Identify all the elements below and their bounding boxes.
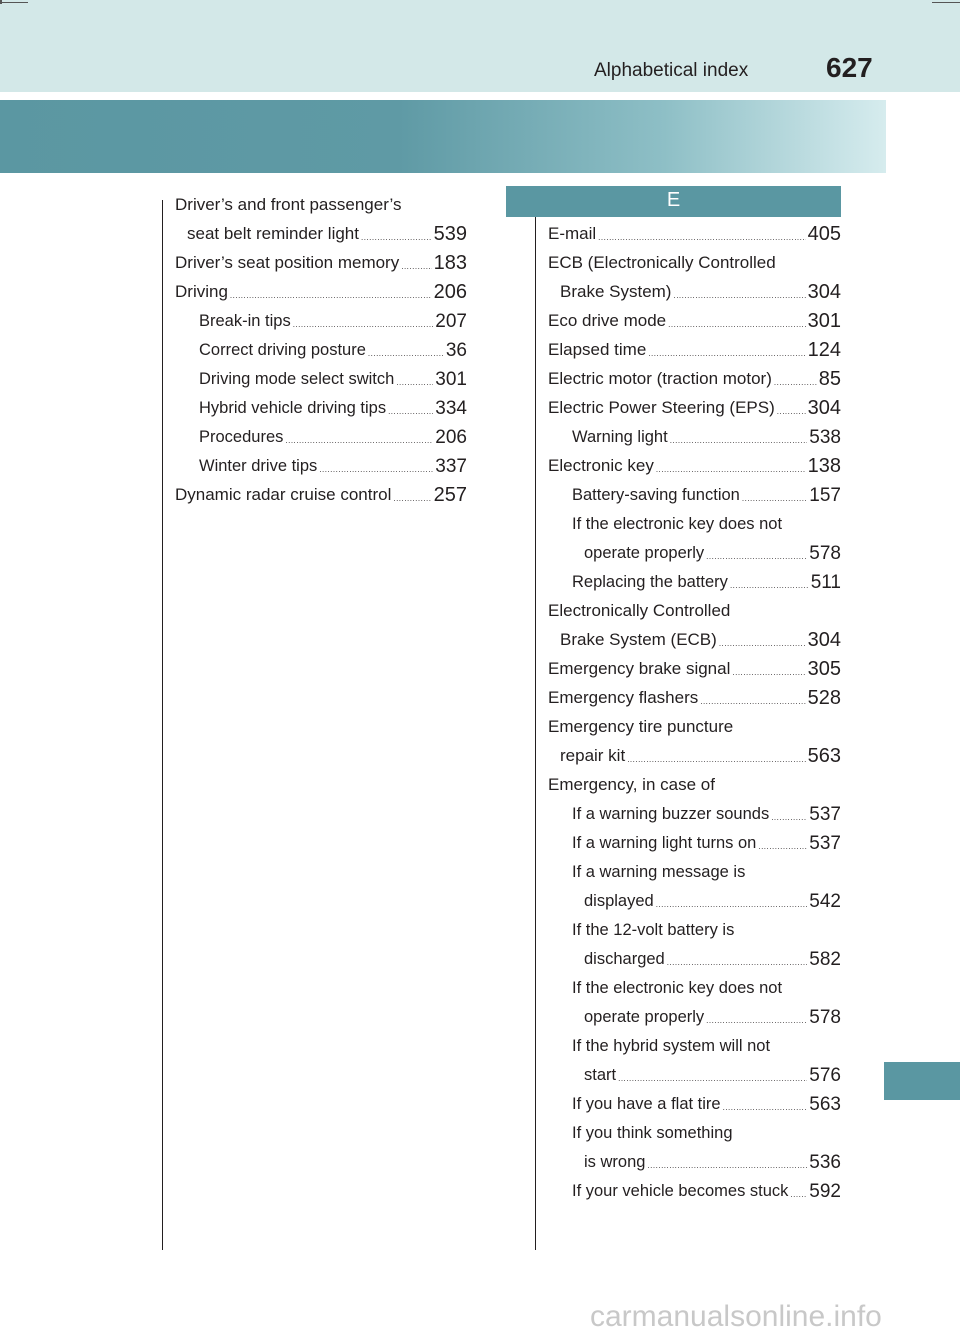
index-entry-term: Driver’s and front passenger’s xyxy=(175,195,402,214)
dot-leader xyxy=(598,233,805,247)
index-entry xyxy=(548,972,841,1001)
index-entry-term: Emergency tire puncture xyxy=(548,717,734,736)
index-entry-page[interactable]: 157 xyxy=(809,485,841,506)
index-entry[interactable] xyxy=(548,334,841,363)
index-entry-term: Driving mode select switch xyxy=(199,370,395,388)
index-entry[interactable] xyxy=(548,1059,841,1088)
index-entry-term: Electronic key xyxy=(548,456,654,475)
index-entry-page[interactable]: 537 xyxy=(809,804,841,825)
index-entry-page[interactable]: 511 xyxy=(810,572,841,593)
index-entry-term: Brake System) xyxy=(560,282,672,301)
dot-leader xyxy=(648,349,805,363)
dot-leader xyxy=(401,262,431,276)
dot-leader xyxy=(647,1161,807,1175)
index-entry xyxy=(548,769,841,798)
index-entry-term: Emergency flashers xyxy=(548,688,699,707)
index-entry-page[interactable]: 578 xyxy=(809,543,841,564)
index-entry-page[interactable]: 304 xyxy=(807,397,841,419)
index-entry[interactable] xyxy=(175,247,467,276)
index-entry[interactable] xyxy=(548,1175,841,1204)
index-entry[interactable] xyxy=(548,479,841,508)
index-column-left xyxy=(175,189,467,508)
dot-leader xyxy=(706,1016,807,1030)
dot-leader xyxy=(771,813,807,827)
index-entry-term: Elapsed time xyxy=(548,340,647,359)
index-entry[interactable] xyxy=(548,1001,841,1030)
index-entry[interactable] xyxy=(175,334,467,363)
index-entry[interactable] xyxy=(175,218,467,247)
dot-leader xyxy=(319,465,433,479)
dot-leader xyxy=(656,900,808,914)
index-entry-term: Brake System (ECB) xyxy=(560,630,717,649)
index-entry-term: seat belt reminder light xyxy=(187,224,359,243)
dot-leader xyxy=(656,465,806,479)
header-band xyxy=(0,0,960,92)
index-entry-page[interactable]: 301 xyxy=(807,310,841,332)
index-entry[interactable] xyxy=(548,537,841,566)
index-column-right xyxy=(548,218,841,1204)
index-entry-page[interactable]: 563 xyxy=(809,1094,841,1115)
index-entry-term: is wrong xyxy=(584,1153,646,1171)
index-entry[interactable] xyxy=(175,450,467,479)
index-entry-term: Emergency, in case of xyxy=(548,775,715,794)
dot-leader xyxy=(393,494,431,508)
dot-leader xyxy=(700,697,805,711)
dot-leader xyxy=(732,668,805,682)
index-entry[interactable] xyxy=(548,566,841,595)
index-entry[interactable] xyxy=(548,276,841,305)
index-entry xyxy=(548,914,841,943)
dot-leader xyxy=(627,755,805,769)
index-entry-page[interactable]: 528 xyxy=(807,687,841,709)
index-entry[interactable] xyxy=(548,885,841,914)
index-entry[interactable] xyxy=(548,363,841,392)
index-entry-term: Procedures xyxy=(199,428,284,446)
index-entry-page[interactable]: 542 xyxy=(809,891,841,912)
dot-leader xyxy=(668,320,806,334)
index-entry-term: Eco drive mode xyxy=(548,311,667,330)
index-entry-term: Hybrid vehicle driving tips xyxy=(199,399,387,417)
index-entry-page[interactable]: 592 xyxy=(809,1181,841,1202)
index-entry-term: If the electronic key does not xyxy=(572,515,783,533)
index-entry-term: If the 12-volt battery is xyxy=(572,921,735,939)
dot-leader xyxy=(673,291,805,305)
index-entry-term: Driver’s seat position memory xyxy=(175,253,400,272)
index-entry xyxy=(548,595,841,624)
index-entry-term: If a warning buzzer sounds xyxy=(572,805,770,823)
index-entry-term: Dynamic radar cruise control xyxy=(175,485,392,504)
index-entry xyxy=(175,189,467,218)
dot-leader xyxy=(293,320,434,334)
index-entry-term: Battery-saving function xyxy=(572,486,740,504)
index-entry xyxy=(548,247,841,276)
dot-leader xyxy=(723,1103,808,1117)
index-entry-page[interactable]: 576 xyxy=(809,1065,841,1086)
index-entry[interactable] xyxy=(175,305,467,334)
index-entry-term: Driving xyxy=(175,282,228,301)
dot-leader xyxy=(730,581,809,595)
index-entry[interactable] xyxy=(548,450,841,479)
index-entry-term: displayed xyxy=(584,892,654,910)
index-entry-term: Winter drive tips xyxy=(199,457,318,475)
index-entry xyxy=(548,508,841,537)
index-entry-term: If you think something xyxy=(572,1124,733,1142)
index-entry[interactable] xyxy=(175,479,467,508)
index-entry[interactable] xyxy=(175,276,467,305)
index-entry[interactable] xyxy=(548,421,841,450)
index-entry[interactable] xyxy=(548,1088,841,1117)
index-entry-page[interactable]: 207 xyxy=(435,311,467,332)
index-entry xyxy=(548,1117,841,1146)
dot-leader xyxy=(719,639,806,653)
dot-leader xyxy=(706,552,807,566)
index-entry[interactable] xyxy=(548,218,841,247)
index-entry-term: repair kit xyxy=(560,746,626,765)
index-entry-page[interactable]: 36 xyxy=(445,340,467,361)
dot-leader xyxy=(230,291,432,305)
index-entry[interactable] xyxy=(175,392,467,421)
index-entry[interactable] xyxy=(548,943,841,972)
column-divider-right xyxy=(535,217,536,1250)
index-entry[interactable] xyxy=(548,392,841,421)
index-entry-page[interactable]: 85 xyxy=(818,368,841,390)
index-entry-term: Emergency brake signal xyxy=(548,659,731,678)
index-entry-page[interactable]: 301 xyxy=(435,369,467,390)
column-divider-left xyxy=(162,200,163,1250)
section-letter-header: E xyxy=(506,186,841,217)
index-entry[interactable] xyxy=(548,653,841,682)
dot-leader xyxy=(774,378,817,392)
index-entry-term: discharged xyxy=(584,950,665,968)
page-number: 627 xyxy=(826,52,873,83)
index-entry-page[interactable]: 539 xyxy=(433,223,467,245)
crop-mark-right xyxy=(932,2,960,3)
dot-leader xyxy=(618,1074,807,1088)
index-entry-page[interactable]: 124 xyxy=(807,339,841,361)
index-entry-page[interactable]: 304 xyxy=(807,629,841,651)
index-entry-page[interactable]: 578 xyxy=(809,1007,841,1028)
index-entry xyxy=(548,711,841,740)
dot-leader xyxy=(667,958,808,972)
index-entry-page[interactable]: 563 xyxy=(807,745,841,767)
dot-leader xyxy=(368,349,444,363)
index-entry-term: If the electronic key does not xyxy=(572,979,783,997)
index-entry-page[interactable]: 206 xyxy=(435,427,467,448)
index-entry-page[interactable]: 537 xyxy=(809,833,841,854)
index-entry[interactable] xyxy=(175,421,467,450)
index-entry-page[interactable]: 257 xyxy=(433,484,467,506)
index-entry[interactable] xyxy=(548,624,841,653)
dot-leader xyxy=(670,436,808,450)
index-entry-term: Electric motor (traction motor) xyxy=(548,369,772,388)
watermark: carmanualsonline.info xyxy=(590,1300,882,1333)
chapter-banner xyxy=(0,100,886,173)
index-entry-term: E-mail xyxy=(548,224,597,243)
index-entry-page[interactable]: 183 xyxy=(433,252,467,274)
index-entry[interactable] xyxy=(548,827,841,856)
index-entry-term: If the hybrid system will not xyxy=(572,1037,771,1055)
index-entry-page[interactable]: 334 xyxy=(435,398,467,419)
index-entry-term: Warning light xyxy=(572,428,668,446)
index-entry-page[interactable]: 206 xyxy=(433,281,467,303)
index-entry[interactable] xyxy=(548,740,841,769)
index-entry xyxy=(548,1030,841,1059)
index-entry-page[interactable]: 405 xyxy=(807,223,841,245)
index-entry xyxy=(548,856,841,885)
dot-leader xyxy=(742,494,807,508)
index-entry-page[interactable]: 138 xyxy=(807,455,841,477)
index-entry-term: If a warning message is xyxy=(572,863,746,881)
index-entry-term: Correct driving posture xyxy=(199,341,366,359)
chapter-side-tab[interactable] xyxy=(884,1062,960,1100)
page-title: Alphabetical index xyxy=(594,60,749,81)
index-entry-term: Electric Power Steering (EPS) xyxy=(548,398,775,417)
dot-leader xyxy=(790,1190,807,1204)
index-entry-page[interactable]: 337 xyxy=(435,456,467,477)
index-entry-page[interactable]: 538 xyxy=(809,427,841,448)
dot-leader xyxy=(285,436,433,450)
index-entry-term: operate properly xyxy=(584,1008,705,1026)
index-entry[interactable] xyxy=(548,305,841,334)
index-entry[interactable] xyxy=(548,1146,841,1175)
index-entry-term: Replacing the battery xyxy=(572,573,728,591)
index-entry[interactable] xyxy=(548,798,841,827)
dot-leader xyxy=(396,378,433,392)
index-entry-term: ECB (Electronically Controlled xyxy=(548,253,776,272)
index-entry-term: If a warning light turns on xyxy=(572,834,757,852)
index-entry-term: operate properly xyxy=(584,544,705,562)
index-entry-term: If you have a flat tire xyxy=(572,1095,721,1113)
index-entry-page[interactable]: 536 xyxy=(809,1152,841,1173)
index-entry-page[interactable]: 582 xyxy=(809,949,841,970)
index-entry-term: Electronically Controlled xyxy=(548,601,731,620)
index-entry-page[interactable]: 305 xyxy=(807,658,841,680)
index-entry-page[interactable]: 304 xyxy=(807,281,841,303)
dot-leader xyxy=(758,842,807,856)
crop-mark-left xyxy=(0,2,28,3)
index-entry-term: start xyxy=(584,1066,617,1084)
index-entry-term: Break-in tips xyxy=(199,312,291,330)
dot-leader xyxy=(388,407,433,421)
index-entry[interactable] xyxy=(548,682,841,711)
dot-leader xyxy=(361,233,432,247)
dot-leader xyxy=(777,407,806,421)
index-entry[interactable] xyxy=(175,363,467,392)
index-entry-term: If your vehicle becomes stuck xyxy=(572,1182,789,1200)
